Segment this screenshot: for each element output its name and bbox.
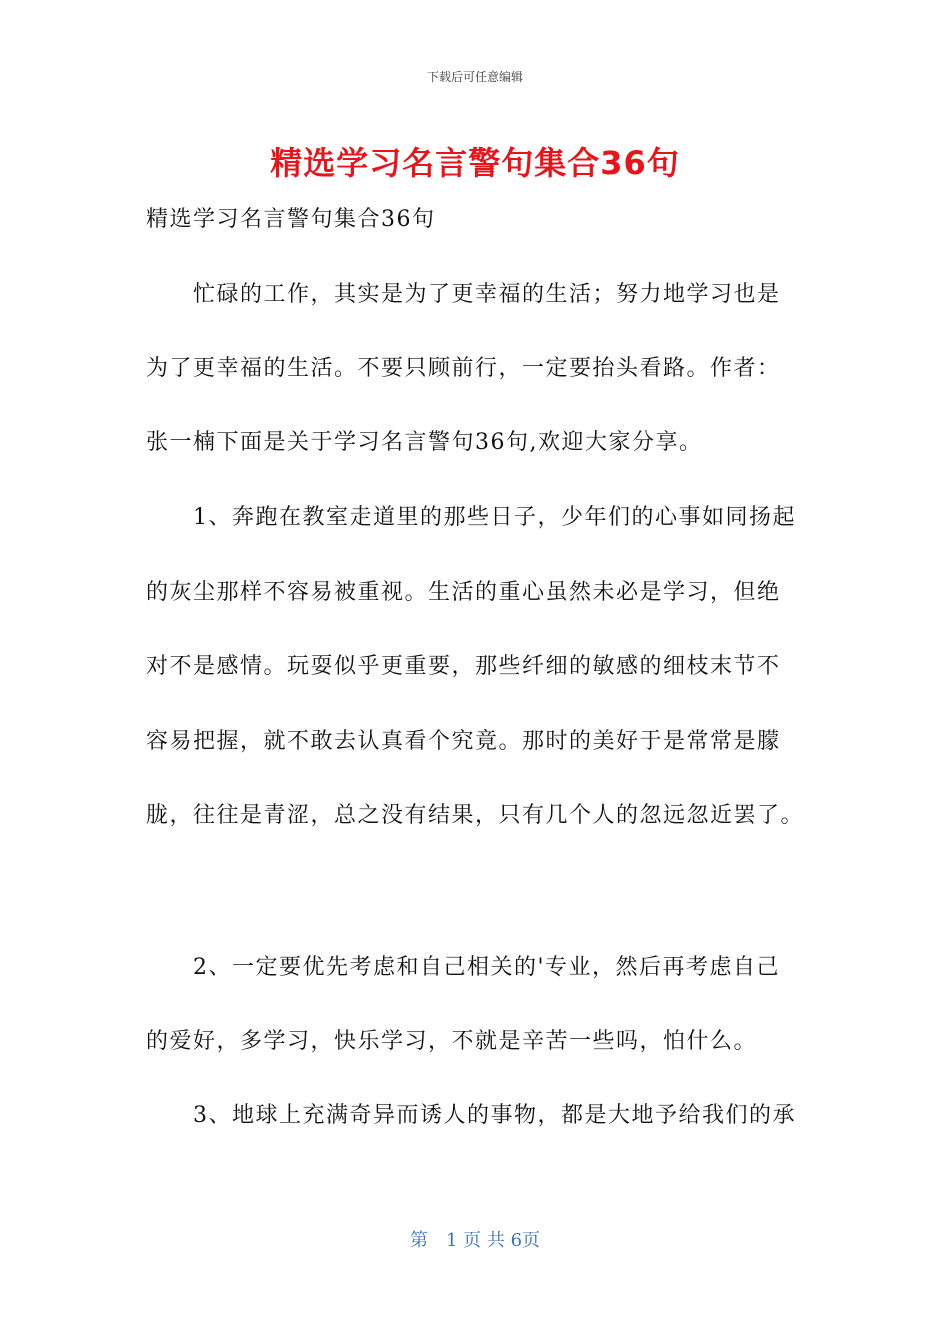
body-line: 1、奔跑在教室走道里的那些日子，少年们的心事如同扬起 — [146, 505, 796, 530]
body-line: 3、地球上充满奇异而诱人的事物，都是大地予给我们的承 — [146, 1103, 796, 1128]
body-line: 精选学习名言警句集合36句 — [146, 207, 436, 232]
body-line: 为了更幸福的生活。不要只顾前行，一定要抬头看路。作者： — [146, 356, 781, 381]
body-line: 忙碌的工作，其实是为了更幸福的生活；努力地学习也是 — [146, 282, 781, 307]
document-title: 精选学习名言警句集合36句 — [270, 144, 680, 182]
body-line: 容易把握，就不敢去认真看个究竟。那时的美好于是常常是朦 — [146, 729, 781, 754]
body-line: 胧，往往是青涩，总之没有结果，只有几个人的忽远忽近罢了。 — [146, 803, 805, 828]
body-line: 2、一定要优先考虑和自己相关的'专业，然后再考虑自己 — [146, 955, 781, 980]
body-line: 的爱好，多学习，快乐学习，不就是辛苦一些吗，怕什么。 — [146, 1029, 758, 1054]
page-footer: 第 1 页 共 6页 — [409, 1230, 541, 1251]
header-note: 下载后可任意编辑 — [426, 70, 523, 84]
body-line: 对不是感情。玩耍似乎更重要，那些纤细的敏感的细枝末节不 — [146, 654, 781, 679]
body-line: 张一楠下面是关于学习名言警句36句,欢迎大家分享。 — [146, 430, 703, 455]
body-line: 的灰尘那样不容易被重视。生活的重心虽然未必是学习，但绝 — [146, 580, 781, 605]
